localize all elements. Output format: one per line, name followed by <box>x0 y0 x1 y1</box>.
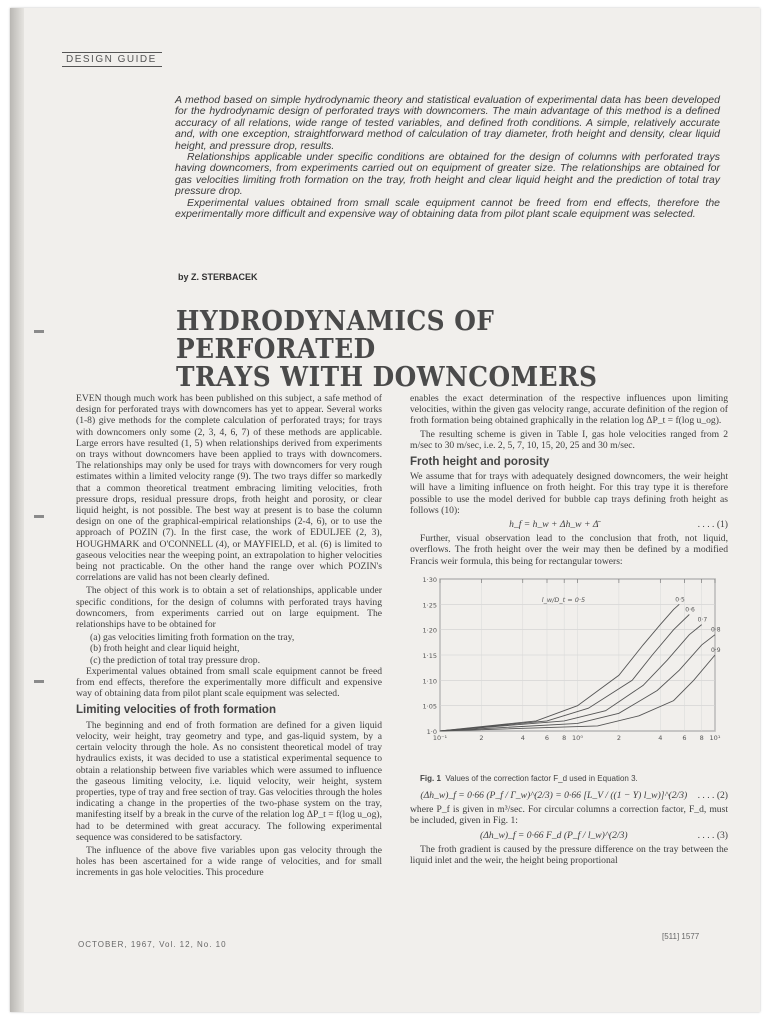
y-tick-label: 1·30 <box>422 575 437 584</box>
figure-caption <box>420 773 728 784</box>
section-heading: Froth height and porosity <box>410 456 550 469</box>
y-tick-label: 1·20 <box>422 626 437 635</box>
series-line <box>440 614 689 731</box>
section-heading: Limiting velocities of froth formation <box>76 704 276 717</box>
list-item: (c) the prediction of total tray pressure drop. <box>90 654 260 666</box>
equation-number: . . . . (3) <box>697 829 728 841</box>
y-tick-label: 1·05 <box>422 702 437 711</box>
x-tick-label: 6 <box>682 733 687 742</box>
equation-1 <box>410 519 728 530</box>
list-item: (a) gas velocities limiting froth formation on the tray, <box>90 632 295 644</box>
caption-text: Values of the correction factor F_d used in Equation 3. <box>445 773 638 783</box>
series-label: 0·6 <box>685 606 695 614</box>
binding-mark <box>34 680 44 683</box>
correction-factor-chart <box>410 571 728 771</box>
paragraph: The object of this work is to obtain a set of relationships, applicable under specific conditions, for the design of columns with perforated trays having downcomers, from experiments carried out on large equipment. The relationships have to be obtained for <box>76 585 382 631</box>
paragraph: The froth gradient is caused by the pressure difference on the tray between the liquid inlet and the weir, the height being proportional <box>410 843 728 867</box>
binding-mark <box>34 515 44 518</box>
series-line <box>440 604 679 731</box>
series-label: 0·5 <box>675 596 685 604</box>
right-column <box>410 393 728 868</box>
title-line: HYDRODYNAMICS OF PERFORATED <box>176 306 495 365</box>
paragraph: enables the exact determination of the respective influences upon limiting velocities, within the given gas velocity range, accurate definition of the region of froth formation being obtained graphically in the relation log ΔP_t = f(log u_og). <box>410 393 728 427</box>
author-byline: by Z. STERBACEK <box>178 272 258 282</box>
x-tick-label: 2 <box>616 733 621 742</box>
abstract-paragraph: Experimental values obtained from small scale equipment cannot be freed from end effects, therefore the experimentally more difficult and expensive way of obtaining data from pilot plant scale equipment was selected. <box>175 196 720 221</box>
chart-annotation: l_w/D_t = 0·5 <box>541 595 586 604</box>
x-tick-label: 10¹ <box>709 733 721 742</box>
paragraph: The influence of the above five variables upon gas velocity through the holes has been ascertained for a wide range of velocities, and for small increments in gas hole velocities. This procedure <box>76 844 382 879</box>
paragraph: EVEN though much work has been published on this subject, a safe method of design for perforated trays with downcomers has yet to appear. Several works (1-8) give methods for the complete calculation of perforated trays; for trays with downcomers only some (2, 3, 4, 6, 7) of these methods are applicable. Large errors have resulted (1, 5) when relationships derived from experiments on trays without downcomers have been applied to trays with downcomers. The relationships may only be used for trays with downcomers for very rough estimates within a limited velocity range (9). The two trays differ so markedly that a common theoretical treatment embracing limiting velocities, froth pressure drops, residual pressure drops, froth height and porosity, or clear liquid height, is not possible. The best way at present is to base the column design on one of the graphical-empirical relationships (2-4, 6), or to use the approach of POZIN (7). In the first case, the work of EDULJEE (2, 3), HOUGHMARK and O'CONNELL (4), or MAYFIELD, et al. (6) is limited to gaseous velocities near the weeping point, an extrapolation to higher velocities being not practicable. On the other hand the range over which POZIN's correlations are valid has not been clearly defined. <box>76 393 382 584</box>
y-tick-label: 1·25 <box>422 601 437 610</box>
series-line <box>440 624 702 730</box>
left-column <box>76 393 382 881</box>
series-label: 0·7 <box>697 616 708 624</box>
equation-3 <box>410 830 728 841</box>
x-tick-label: 6 <box>544 733 550 742</box>
list-item: (b) froth height and clear liquid height, <box>90 643 240 655</box>
paragraph: The beginning and end of froth formation are defined for a given liquid velocity, weir height, tray geometry and type, and gas-liquid system, by a certain velocity through the hole. As no consistent theoretical model of tray hydraulics exists, it was decided to use a statistical experimental sequence to obtain a relationship between five variables which were assumed to influence the gaseous limiting velocity, i.e. liquid velocity, weir height, system properties, type of tray and free section of tray. Gas velocities through the holes indicating a change in the properties of the two-phase system on the tray, manifesting itself by a break in the curve of the relation log ΔP_t = f(log u_og), had to be determined with great accuracy. The following experimental sequence was considered to be satisfactory. <box>76 719 382 843</box>
y-tick-label: 1·0 <box>426 727 437 736</box>
x-tick-label: 8 <box>562 733 567 742</box>
figure-1 <box>410 571 728 771</box>
x-tick-label: 8 <box>699 733 704 742</box>
paragraph: Experimental values obtained from small scale equipment cannot be freed from end effects, therefore the experimentally more difficult and expensive way of obtaining data from pilot plant scale equipment was selected. <box>76 665 382 700</box>
abstract-paragraph: A method based on simple hydrodynamic theory and statistical evaluation of experimental data has been developed for the hydrodynamic design of perforated trays with downcomers. The main advantage of this method is a defined accuracy of all relations, wide range of tested variables, and defined froth conditions. A simple, relatively accurate and, with one exception, straightforward method of calculation of tray diameter, froth height and density, clear liquid height, and pressure drop, results. <box>175 94 720 152</box>
design-guide-label: DESIGN GUIDE <box>62 52 162 67</box>
x-tick-label: 10⁰ <box>572 733 583 742</box>
paragraph: where P_f is given in m³/sec. For circular columns a correction factor, F_d, must be included, given in Fig. 1: <box>410 804 728 827</box>
equation-number: . . . . (1) <box>697 519 728 531</box>
x-tick-label: 4 <box>658 733 663 742</box>
x-tick-label: 2 <box>479 733 484 742</box>
equation-text: (Δh_w)_f = 0·66 (P_f / Γ_w)^(2/3) = 0·66 [L_V / ((1 − Y) l_w)]^(2/3) <box>420 790 688 802</box>
title-line: TRAYS WITH DOWNCOMERS <box>176 362 598 393</box>
footer-issue: OCTOBER, 1967, Vol. 12, No. 10 <box>78 940 227 949</box>
y-tick-label: 1·15 <box>422 651 437 660</box>
equation-text: h_f = h_w + Δh_w + Δ̄ <box>509 519 599 531</box>
equation-text: (Δh_w)_f = 0·66 F_d (P_f / l_w)^(2/3) <box>480 829 628 841</box>
page-shadow-edge <box>10 8 24 1012</box>
x-tick-label: 4 <box>520 733 525 742</box>
abstract <box>175 95 720 220</box>
paragraph: The resulting scheme is given in Table I, gas hole velocities ranged from 2 m/sec to 30 m/sec, i.e. 2, 5, 7, 10, 15, 20, 25 and 30 m/sec. <box>410 428 728 451</box>
equation-2 <box>410 790 728 801</box>
paragraph: Further, visual observation lead to the conclusion that froth, not liquid, overflows. The froth height over the weir may then be defined by a modified Francis weir formula, this being for rectangular towers: <box>410 533 728 567</box>
article-title <box>176 308 691 392</box>
binding-mark <box>34 330 44 333</box>
footer-page-number: [511] 1577 <box>662 932 700 941</box>
equation-number: . . . . (2) <box>697 790 728 802</box>
objectives-list <box>76 632 382 666</box>
series-label: 0·8 <box>711 626 721 634</box>
y-tick-label: 1·10 <box>422 677 437 686</box>
paragraph: We assume that for trays with adequately designed downcomers, the weir height will have a limiting influence on froth height. For this tray type it is therefore possible to use the model derived for bubble cap trays defining froth height as follows (10): <box>410 471 728 516</box>
x-tick-label: 10⁻¹ <box>432 733 448 742</box>
series-label: 0·9 <box>711 646 721 654</box>
caption-label: Fig. 1 <box>420 773 441 783</box>
abstract-paragraph: Relationships applicable under specific conditions are obtained for the design of columns with perforated trays having downcomers, from experiments carried out on equipment of greater size. The relationships are obtained for gas velocities limiting froth formation on the tray, froth height and clear liquid height and the prediction of total tray pressure drop. <box>175 151 720 198</box>
